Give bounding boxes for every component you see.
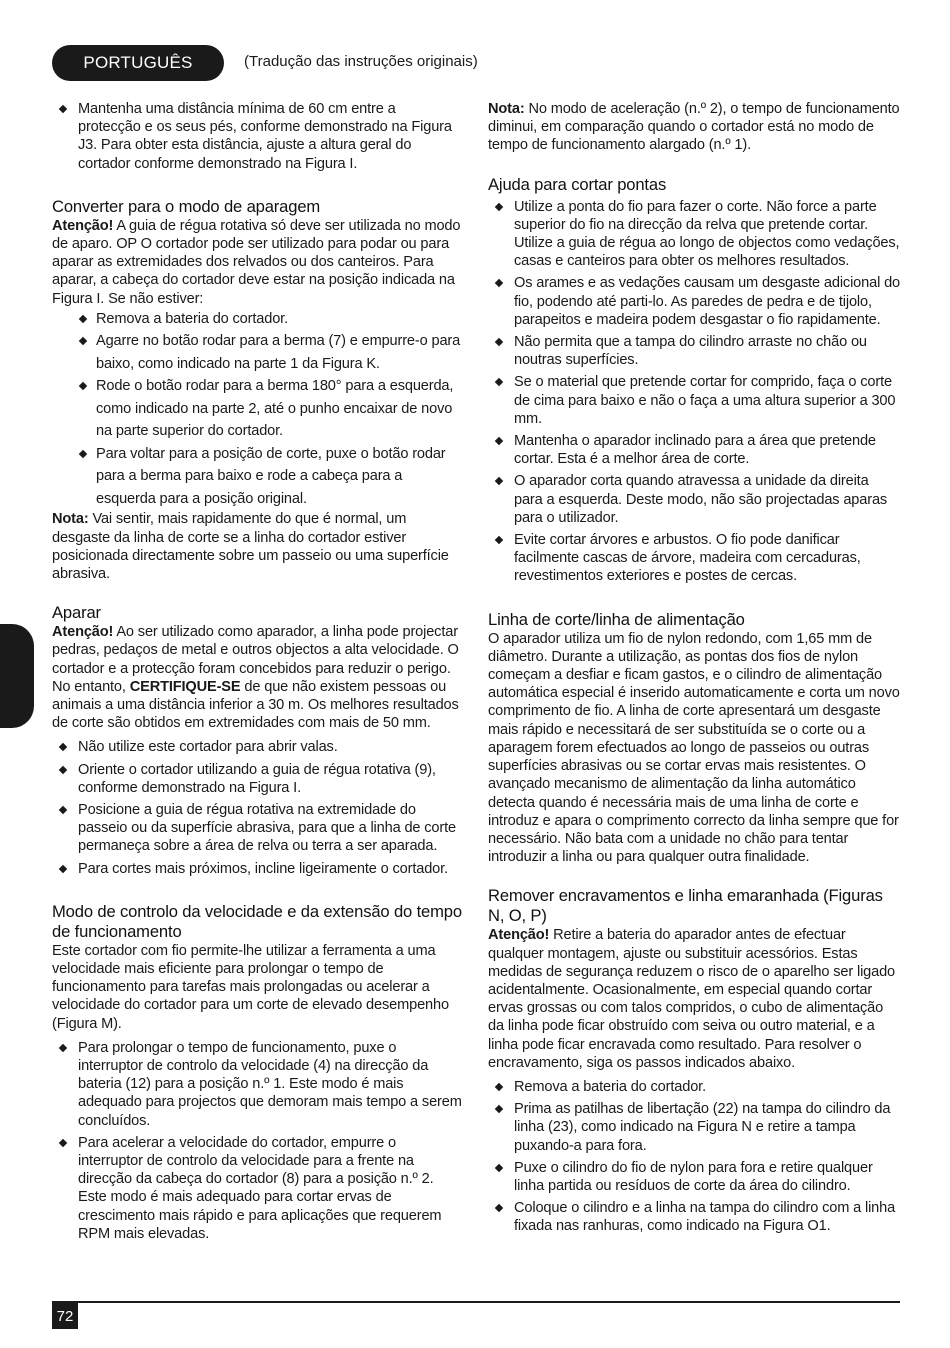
list-item: Oriente o cortador utilizando a guia de régua rotativa (9), conforme demonstrado na Figura I. [52,761,462,797]
warning-label: Atenção! [52,217,114,234]
warning-text: de que não existem pessoas ou animais a uma distância inferior a 30 m. Os melhores resultados de corte são obtidos em extremidades com mais de 50 mm. [52,678,459,732]
list-item: Para acelerar a velocidade do cortador, empurre o interruptor de controlo da velocidade para a frente na direcção da cabeça do cortador (8) para a posição n.º 2. Este modo é mais adequado para cortar ervas de crescimento mais rápido e para aplicações que requerem RPM mais elevadas. [52,1134,462,1243]
list-item: Rode o botão rodar para a berma 180° para a esquerda, como indicado na parte 2, até o punho encaixar de novo na parte superior do cortador. [52,375,462,443]
list-item: Posicione a guia de régua rotativa na extremidade do passeio ou da superfície abrasiva, para que a linha de corte permaneça sobre a área de relva ou terra a ser aparada. [52,801,462,856]
list-item: Puxe o cilindro do fio de nylon para fora e retire qualquer linha partida ou resíduos de corte da área do cilindro. [488,1159,900,1195]
jam-bullet-list [488,1078,900,1236]
warning-label: Atenção! [52,624,114,641]
jam-warning [488,926,900,1072]
list-item: Para cortes mais próximos, incline ligeiramente o cortador. [52,860,462,878]
right-column [488,100,900,1240]
list-item: Coloque o cilindro e a linha na tampa do cilindro com a linha fixada nas ranhuras, como indicado na Figura O1. [488,1199,900,1235]
section-heading-trim: Aparar [52,603,101,623]
list-item: Para voltar para a posição de corte, puxe o botão rodar para a berma para baixo e rode a cabeça para a esquerda para a posição original. [52,443,462,511]
list-item: Se o material que pretende cortar for comprido, faça o corte de cima para baixo e não o faça a uma altura superior a 300 mm. [488,373,900,428]
section-heading-jams: Remover encravamentos e linha emaranhada (Figuras N, O, P) [488,886,883,926]
warning-text: A guia de régua rotativa só deve ser utilizada no modo de aparo. OP O cortador pode ser utilizado para podar ou para aparar as extremidades dos relvados ou dos canteiros. Para aparar, a cabeça do cortador deve estar na posição indicada na Figura I. Se não estiver: [52,217,461,307]
note-text: Vai sentir, mais rapidamente do que é normal, um desgaste da linha de corte se a linha do cortador estiver posicionada directamente sobre um passeio ou uma superfície abrasiva. [52,511,449,582]
convert-steps [52,308,462,511]
footer-rule [52,1301,900,1303]
section-heading-cutting-line: Linha de corte/linha de alimentação [488,609,745,629]
note-label: Nota: [52,511,89,528]
list-item: Utilize a ponta do fio para fazer o corte. Não force a parte superior do fio na direcção da relva que pretende cortar. Utilize a guia de régua ao longo de objectos como vedações, casas e canteiros para obter os melhores resultados. [488,198,900,271]
list-item: Remova a bateria do cortador. [52,308,462,331]
note-text: No modo de aceleração (n.º 2), o tempo de funcionamento diminui, em comparação quando o cortador está no modo de tempo de funcionamento alargado (n.º 1). [488,101,900,154]
cutting-line-text: O aparador utiliza um fio de nylon redondo, com 1,65 mm de diâmetro. Durante a utilização, as pontas dos fios de nylon começam a desfiar e ficam gastos, e o cilindro de alimentação automática especial é inserido automaticamente e corta um novo comprimento de fio. A linha de corte apresentará um desgaste mais rápido e necessitará de ser substituída se o corte ou a aparagem forem efectuados ao longo de passeios ou outras superfícies abrasivas ou se cortar ervas mais resistentes. O avançado mecanismo de alimentação da linha automático detecta quando é necessária mais de uma linha de corte e introduz e apara o comprimento correcto da linha sempre que for necessário. Não bata com a unidade no chão para tentar introduzir a linha ou para qualquer outra finalidade. [488,630,900,866]
list-item: Não permita que a tampa do cilindro arraste no chão ou noutras superfícies. [488,333,900,369]
speed-bullet-list [52,1039,462,1243]
list-item: Evite cortar árvores e arbustos. O fio pode danificar facilmente cascas de árvore, madeira com cercaduras, revestimentos exteriores e postes de cercas. [488,531,900,586]
section-heading-speed: Modo de controlo da velocidade e da extensão do tempo de funcionamento [52,901,462,941]
list-item: Para prolongar o tempo de funcionamento, puxe o interruptor de controlo da velocidade (4) na direcção da bateria (12) para a posição n.º 1. Este modo é mais adequado para projectos que demoram mais tempo a serem concluídos. [52,1039,462,1130]
page-number: 72 [52,1303,78,1329]
tips-bullet-list [488,198,900,586]
note-label: Nota: [488,101,525,117]
section-side-tab [0,624,34,728]
list-item: Os arames e as vedações causam um desgaste adicional do fio, podendo até parti-lo. As paredes de pedra e de tijolo, parapeitos e madeira podem desgastar o fio rapidamente. [488,274,900,329]
convert-note [52,510,462,583]
list-item: Prima as patilhas de libertação (22) na tampa do cilindro da linha (23), como indicado na Figura N e retire a tampa puxando-a para fora. [488,1100,900,1155]
list-item: Agarre no botão rodar para a berma (7) e empurre-o para baixo, como indicado na parte 1 da Figura K. [52,330,462,375]
left-column [52,100,462,1247]
warning-text: Ao ser utilizado como aparador, a linha pode projectar pedras, pedaços de metal e outros objectos a alta velocidade. O cortador e a protecção foram concebidos para reduzir o perigo. No entanto, [52,624,459,695]
convert-warning [52,217,462,308]
list-item: Remova a bateria do cortador. [488,1078,900,1096]
list-item: O aparador corta quando atravessa a unidade da direita para a esquerda. Deste modo, não são projectadas aparas para o utilizador. [488,472,900,527]
list-item: Mantenha o aparador inclinado para a área que pretende cortar. Esta é a melhor área de corte. [488,432,900,468]
trim-bullet-list [52,738,462,877]
warning-text: Retire a bateria do aparador antes de efectuar qualquer montagem, ajuste ou substituir acessórios. Estas medidas de segurança reduzem o risco de o aparelho ser ligado acidentalmente. Ocasionalmente, em especial quando cortar ervas grossas ou com talos compridos, o cubo de alimentação da linha pode ficar obstruído com seiva ou outro material, e a linha pode ficar encravada como resultado. Para resolver o encravamento, siga os passos indicados abaixo. [488,927,896,1071]
trim-warning [52,623,462,732]
section-heading-convert: Converter para o modo de aparagem [52,196,321,216]
speed-intro: Este cortador com fio permite-lhe utilizar a ferramenta a uma velocidade mais eficiente para prolongar o tempo de funcionamento para tarefas mais prolongadas ou acelerar a velocidade do cortador para um corte de elevado desempenho (Figura M). [52,942,449,1032]
translation-note: (Tradução das instruções originais) [244,53,478,70]
list-item: Mantenha uma distância mínima de 60 cm entre a protecção e os seus pés, conforme demonstrado na Figura J3. Para obter esta distância, ajuste a altura geral do cortador conforme demonstrado na Figura I. [52,100,462,173]
warning-label: Atenção! [488,927,550,944]
language-badge: PORTUGUÊS [52,45,224,81]
top-bullet-list [52,100,462,173]
warning-emphasis: CERTIFIQUE-SE [129,678,241,695]
section-heading-tips: Ajuda para cortar pontas [488,174,667,194]
list-item: Não utilize este cortador para abrir valas. [52,738,462,756]
speed-note [488,100,900,155]
